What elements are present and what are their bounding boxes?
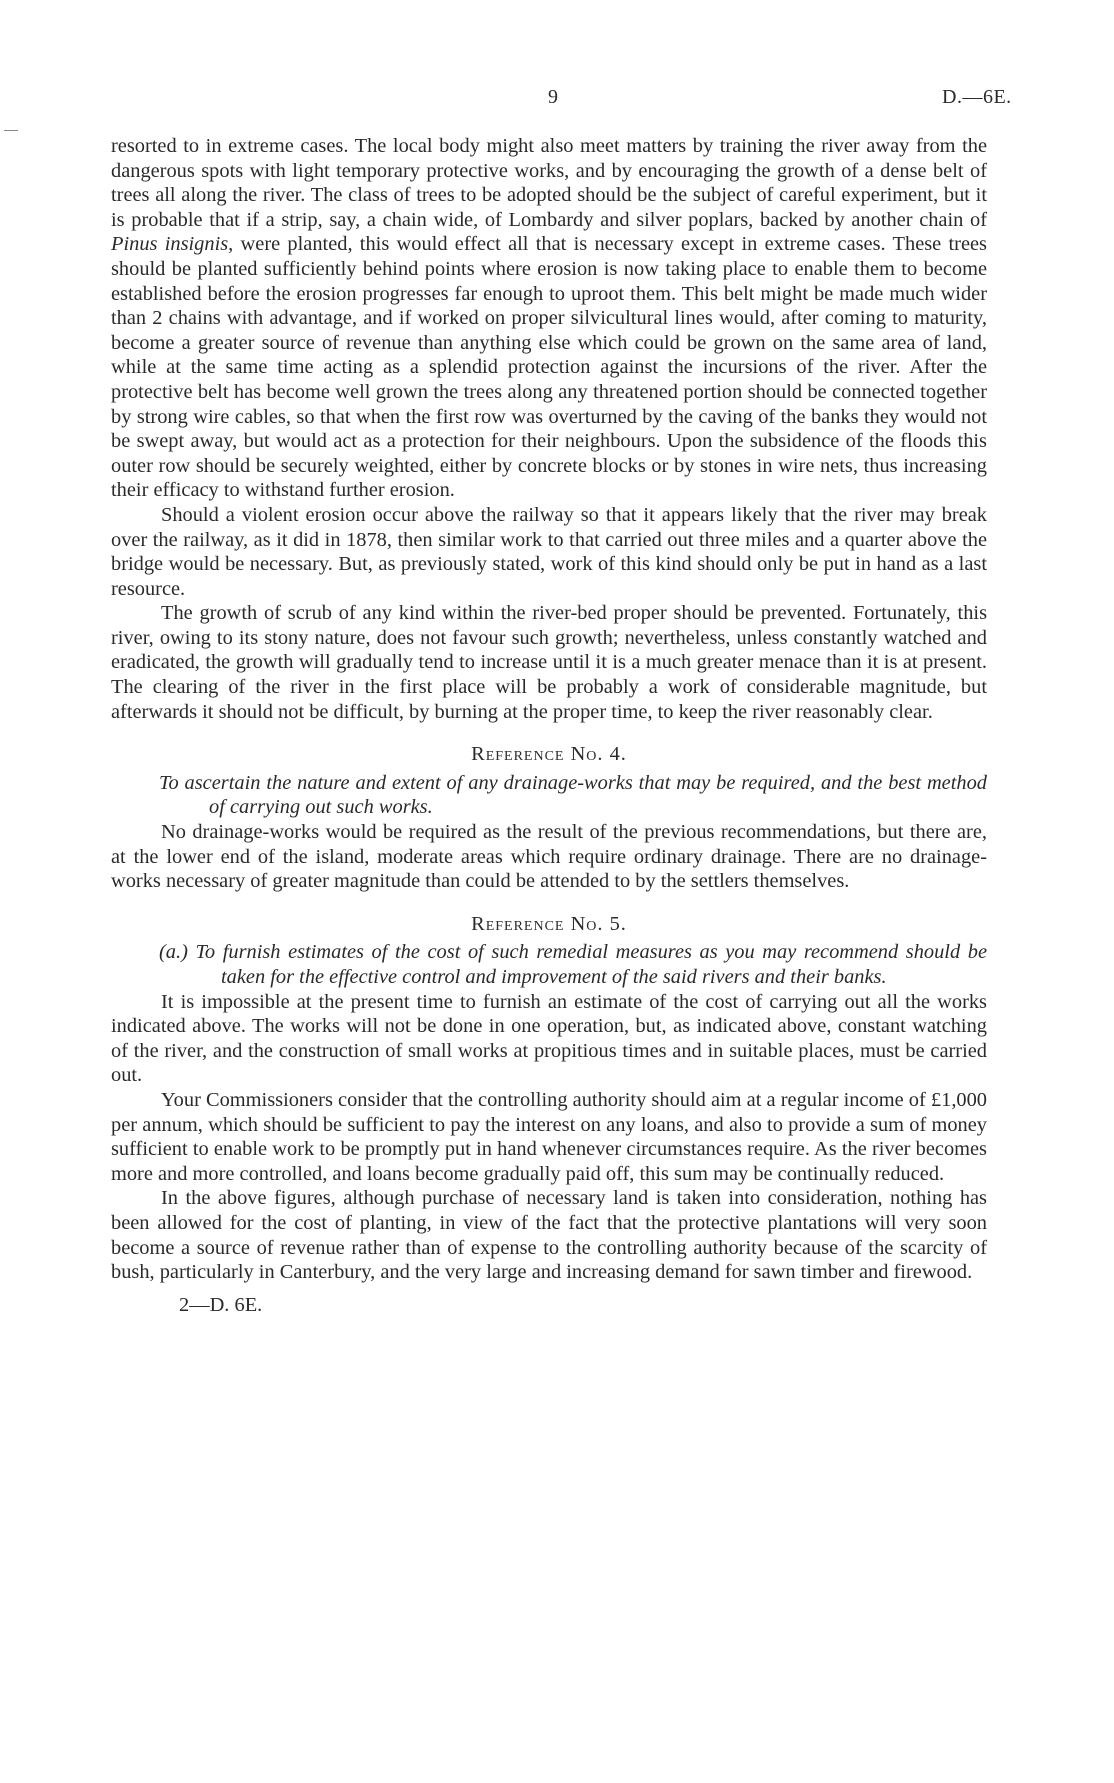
margin-mark [4,130,18,131]
paragraph-1 [111,134,987,503]
reference-4-terms: To ascertain the nature and extent of any drainage-works that may be required, and the best method of carrying out such works. [159,771,987,819]
page-header [0,86,1114,112]
paragraph-3: The growth of scrub of any kind within the river-bed proper should be prevented. Fortunately, this river, owing to its stony nature, does not favour such growth; nevertheless, unless constantly watched and eradicated, the growth will gradually tend to increase until it is a much greater menace than it is at present. The clearing of the river in the first place will be probably a work of considerable magnitude, but afterwards it should not be difficult, by burning at the proper time, to keep the river reasonably clear. [111,602,987,723]
paragraph-5: It is impossible at the present time to furnish an estimate of the cost of carrying out all the works indicated above. The works will not be done in one operation, but, as indicated above, constant watching of the river, and the construction of small works at propitious times and in suitable places, must be carried out. [111,990,987,1087]
paragraph-1-rest: , were planted, this would effect all that is necessary except in extreme cases. These trees should be planted sufficiently behind points where erosion is now taking place to enable them to become established before the erosion progresses far enough to uproot them. This belt might be made much wider than 2 chains with advantage, and if worked on proper silvicultural lines would, after coming to maturity, become a greater source of revenue than anything else which could be grown on the same area of land, while at the same time acting as a splendid protection against the incursions of the river. After the protective belt has become well grown the trees along any threatened portion should be connected together by strong wire cables, so that when the first row was overturned by the caving of the banks they would not be swept away, but would act as a protection for their neighbours. Upon the subsidence of the floods this outer row should be securely weighted, either by concrete blocks or by stones in wire nets, thus increasing their efficacy to withstand further erosion. [111,233,987,502]
reference-5-terms: (a.) To furnish estimates of the cost of such remedial measures as you may recommend should be taken for the effective control and improvement of the said rivers and their banks. [159,941,987,988]
reference-5-heading: Reference No. 5. [471,912,627,935]
body-text [111,134,987,1317]
document-reference: D.—6E. [942,86,1012,108]
paragraph-2: Should a violent erosion occur above the railway so that it appears likely that the river may break over the railway, as it did in 1878, then similar work to that carried out three miles and a quarter above the bridge would be necessary. But, as previously stated, work of this kind should only be put in hand as a last resource. [111,503,987,600]
page-number: 9 [548,86,558,108]
species-name: Pinus insignis [111,233,229,256]
paragraph-7: In the above figures, although purchase of necessary land is taken into consideration, nothing has been allowed for the cost of planting, in view of the fact that the protective plantations will very soon become a source of revenue rather than of expense to the controlling authority because of the scarcity of bush, particularly in Canterbury, and the very large and increasing demand for sawn timber and firewood. [111,1187,987,1284]
paragraph-6: Your Commissioners consider that the controlling authority should aim at a regular income of £1,000 per annum, which should be sufficient to pay the interest on any loans, and also to provide a sum of money sufficient to enable work to be promptly put in hand whenever circumstances require. As the river becomes more and more controlled, and loans become gradually paid off, this sum may be continually reduced. [111,1088,987,1185]
paragraph-4: No drainage-works would be required as the result of the previous recommendations, but there are, at the lower end of the island, moderate areas which require ordinary drainage. There are no drainage-works necessary of greater magnitude than could be attended to by the settlers themselves. [111,821,987,893]
signature-mark: 2—D. 6E. [179,1293,263,1316]
reference-4-heading: Reference No. 4. [471,743,627,766]
paragraph-1-text: resorted to in extreme cases. The local body might also meet matters by training the river away from the dangerous spots with light temporary protective works, and by encouraging the growth of a dense belt of trees all along the river. The class of trees to be adopted should be the subject of careful experiment, but it is probable that if a strip, say, a chain wide, of Lombardy and silver poplars, backed by another chain of [111,135,987,231]
